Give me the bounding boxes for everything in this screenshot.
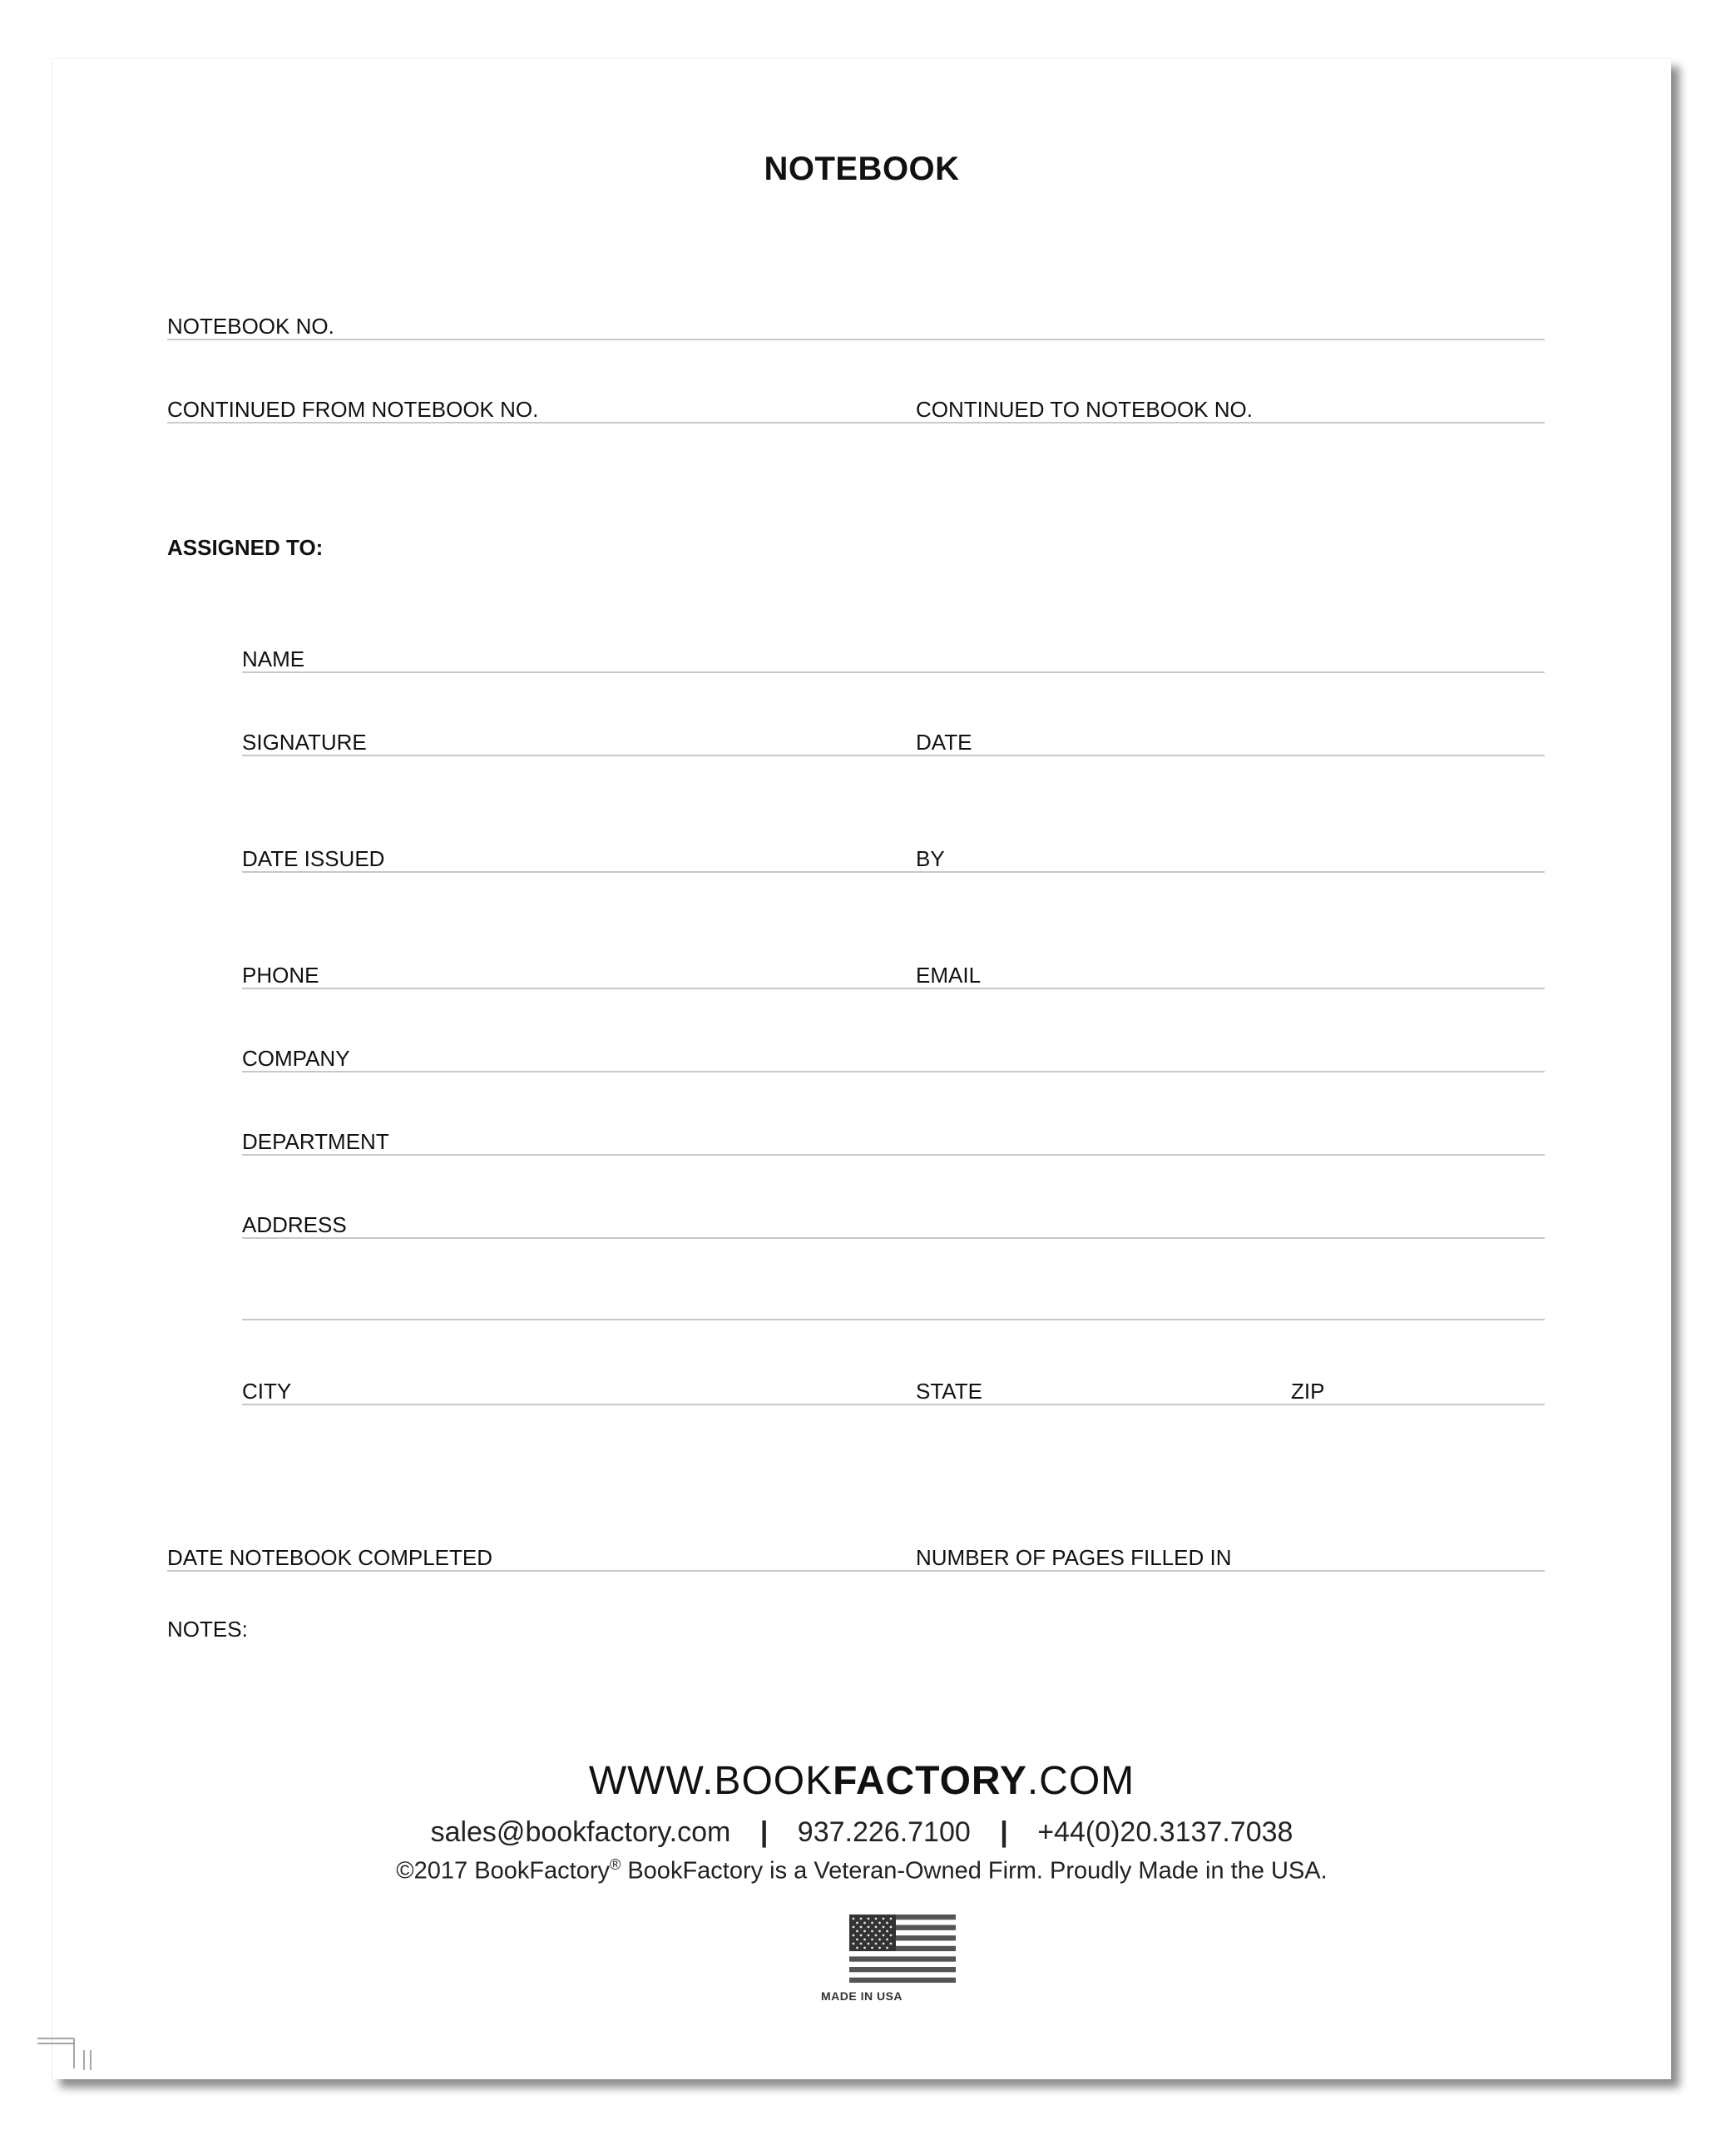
copyright-suffix: BookFactory is a Veteran-Owned Firm. Proudly Made in the USA. [621, 1857, 1328, 1885]
signature-field[interactable] [242, 710, 916, 756]
url-prefix: WWW.BOOK [588, 1759, 833, 1803]
continued-from-field[interactable] [167, 377, 916, 424]
phone-field[interactable] [242, 943, 916, 989]
city-field[interactable] [242, 1359, 916, 1405]
contact-phone-uk[interactable]: +44(0)20.3137.7038 [1037, 1816, 1293, 1848]
contact-phone-us[interactable]: 937.226.7100 [797, 1816, 971, 1848]
continued-from-label: CONTINUED FROM NOTEBOOK NO. [167, 397, 539, 422]
us-flag-icon [849, 1915, 956, 1983]
page-title: NOTEBOOK [764, 151, 960, 187]
contact-line [52, 1816, 1671, 1849]
website-url[interactable] [52, 1758, 1671, 1804]
email-field[interactable] [916, 943, 1545, 989]
assigned-to-heading: ASSIGNED TO: [167, 535, 324, 560]
date-completed-label: DATE NOTEBOOK COMPLETED [167, 1545, 493, 1570]
by-label: BY [916, 846, 945, 871]
continued-to-field[interactable] [916, 377, 1545, 424]
by-field[interactable] [916, 826, 1545, 873]
copyright-prefix: ©2017 BookFactory [396, 1857, 611, 1885]
name-field[interactable] [242, 627, 1545, 673]
url-suffix: .COM [1026, 1759, 1135, 1803]
pages-filled-field[interactable] [916, 1525, 1545, 1572]
address-line-2[interactable] [242, 1319, 1545, 1320]
notebook-no-label: NOTEBOOK NO. [167, 314, 334, 339]
contact-email[interactable]: sales@bookfactory.com [430, 1816, 731, 1848]
copyright-line [52, 1856, 1671, 1885]
date-issued-label: DATE ISSUED [242, 846, 385, 871]
notes-label: NOTES: [167, 1617, 248, 1642]
date-label: DATE [916, 730, 972, 755]
signature-label: SIGNATURE [242, 730, 367, 755]
date-completed-field[interactable] [167, 1525, 916, 1572]
zip-label: ZIP [1291, 1379, 1325, 1404]
state-field[interactable] [916, 1359, 1291, 1405]
email-label: EMAIL [916, 963, 982, 988]
notebook-no-field[interactable] [167, 294, 1545, 340]
name-label: NAME [242, 646, 305, 671]
form-page [52, 58, 1671, 2079]
company-label: COMPANY [242, 1046, 350, 1071]
department-label: DEPARTMENT [242, 1129, 389, 1154]
separator-1: | [759, 1816, 769, 1848]
crop-mark-icon [37, 2037, 96, 2070]
state-label: STATE [916, 1379, 982, 1404]
company-field[interactable] [242, 1026, 1545, 1072]
address-field[interactable] [242, 1192, 1545, 1239]
continued-to-label: CONTINUED TO NOTEBOOK NO. [916, 397, 1253, 422]
address-label: ADDRESS [242, 1212, 347, 1237]
made-in-usa-label: MADE IN USA [820, 1989, 903, 2003]
url-bold: FACTORY [833, 1759, 1027, 1803]
phone-label: PHONE [242, 963, 319, 988]
city-label: CITY [242, 1379, 292, 1404]
zip-field[interactable] [1291, 1359, 1545, 1405]
registered-mark: ® [610, 1856, 621, 1873]
separator-2: | [1000, 1816, 1008, 1848]
date-field[interactable] [916, 710, 1545, 756]
department-field[interactable] [242, 1109, 1545, 1156]
pages-filled-label: NUMBER OF PAGES FILLED IN [916, 1545, 1232, 1570]
date-issued-field[interactable] [242, 826, 916, 873]
